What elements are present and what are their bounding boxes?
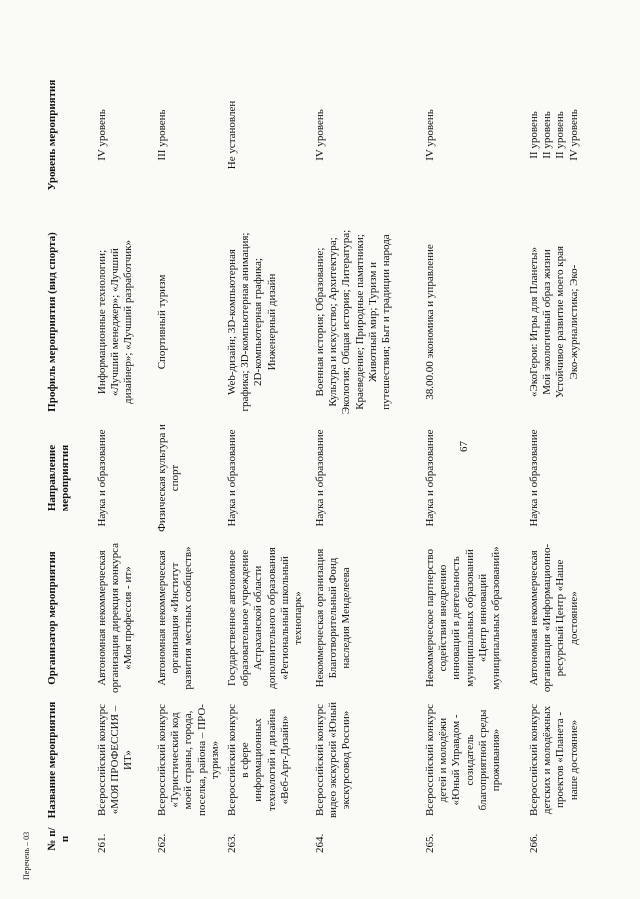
row-name: Всероссийский конкурс «Туристический код моей страны, города, поселка, района – ПРО-туризм» — [156, 703, 221, 817]
row-name: Всероссийский конкурс в сфере информационных технологий и дизайна «Веб-Арт-Дизайн» — [225, 703, 291, 817]
row-profile: Военная история; Образование; Культура и искусство; Архитектура; Экология; Общая история; Литература; Краеведение; Природные памятники; Животный мир; Туризм и путешествия; Быт и традиции народа — [313, 229, 392, 415]
level-line: IV уровень — [567, 109, 580, 161]
table-row — [422, 44, 526, 856]
row-direction: Наука и образование — [225, 429, 238, 527]
row-level: Не установлен — [225, 100, 238, 170]
header-name: Название мероприятия — [46, 701, 58, 819]
row-organizer: Некоммерческое партнерство содействия внедрению инноваций в деятельность муниципальных образований «Центр инноваций муниципальных образований» — [423, 546, 502, 690]
table-row — [526, 44, 602, 856]
row-direction: Наука и образование — [313, 429, 326, 527]
row-num: 262. — [156, 833, 168, 853]
row-num: 261. — [96, 833, 108, 853]
row-direction: Наука и образование — [527, 429, 540, 527]
table-row — [224, 44, 312, 856]
footer-note: Перечень – 03 — [22, 831, 31, 880]
row-num: 263. — [225, 833, 238, 853]
header-profile: Профиль мероприятия (вид спорта) — [46, 232, 58, 412]
events-table — [44, 44, 602, 856]
row-level — [526, 44, 602, 226]
row-name: Всероссийский конкурс «МОЯ ПРОФЕССИЯ – ИТ» — [96, 703, 135, 817]
row-name: Всероссийский конкурс видео экскурсий «Юный экскурсовод России» — [313, 701, 353, 819]
profile-line: Мой экологичный образ жизни — [541, 249, 554, 395]
rotated-sheet — [44, 44, 594, 856]
header-row — [44, 44, 94, 856]
row-num: 265. — [423, 833, 436, 853]
row-level: IV уровень — [423, 109, 436, 161]
row-level: IV уровень — [313, 109, 326, 161]
row-level: IV уровень — [96, 109, 108, 161]
row-organizer: Государственное автономное образовательное учреждение Астраханской области дополнительного образования «Региональный школьный технопарк» — [225, 547, 304, 689]
row-organizer: Некоммерческая организация Благотворительный Фонд наследия Менделеева — [313, 548, 353, 688]
table-row — [94, 44, 154, 856]
row-profile: 38.00.00 экономика и управление — [423, 244, 436, 400]
row-direction: Физическая культура и спорт — [156, 424, 182, 532]
header-num: № п/п — [46, 827, 72, 851]
row-name: Всероссийский конкурс детей и молодёжи «Юный Управдом - созидатель благоприятной среды проживания» — [423, 703, 502, 817]
table-row — [154, 44, 224, 856]
row-direction: Наука и образование — [423, 429, 436, 527]
header-organizer: Организатор мероприятия — [46, 551, 58, 685]
row-organizer: Автономная некоммерческая организация «Институт развития местных сообществ» — [156, 546, 195, 690]
row-profile: Спортивный туризм — [156, 274, 168, 370]
header-level: Уровень мероприятия — [46, 79, 58, 191]
row-num: 264. — [313, 833, 326, 853]
level-line: II уровень — [554, 111, 567, 159]
row-profile: Web-дизайн; 3D-компьютерная графика; 3D-компьютерная анимация; 2D-компьютерная графика; Инженерный дизайн — [225, 232, 278, 412]
row-num: 266. — [527, 833, 540, 853]
level-line: II уровень — [541, 111, 554, 159]
profile-line: Эко-журналистика; Эко- — [567, 264, 580, 380]
header-direction: Направление мероприятия — [46, 444, 72, 512]
row-profile — [526, 226, 602, 418]
page-number: 67 — [458, 441, 470, 452]
row-organizer: Автономная некоммерческая организация дирекция конкурса «Моя профессия - ит» — [96, 542, 135, 694]
level-line: II уровень — [527, 111, 540, 159]
row-profile: Информационные технологии; «Лучший менеджер»; «Лучший дизайнер»; «Лучший разработчик» — [96, 239, 135, 405]
row-organizer: Автономная некоммерческая организация «Информационно-ресурсный Центр «Наше достояние» — [527, 543, 580, 693]
profile-line: «ЭкоГерои: Игры для Планеты» — [527, 247, 540, 397]
table-row — [312, 44, 422, 856]
row-level: III уровень — [156, 109, 168, 161]
profile-line: Устойчивое развитие моего края — [554, 245, 567, 399]
row-name: Всероссийский конкурс детских и молодёжных проектов «Планета - наше достояние» — [527, 703, 580, 817]
row-direction: Наука и образование — [96, 429, 108, 527]
